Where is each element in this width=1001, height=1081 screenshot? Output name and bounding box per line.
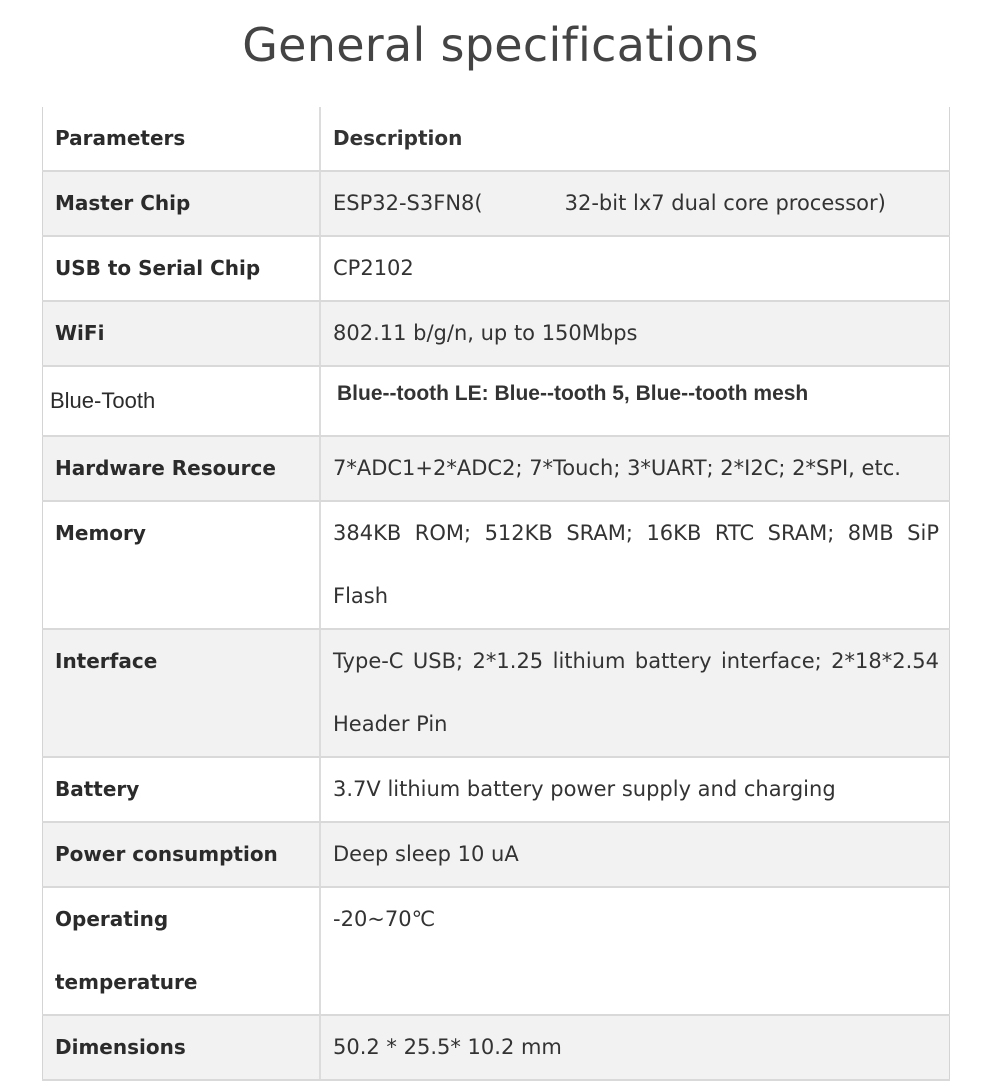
header-description: Description (320, 107, 950, 171)
table-row (43, 629, 950, 757)
header-parameters: Parameters (43, 107, 321, 171)
desc-usb-serial-chip: CP2102 (320, 236, 950, 301)
desc-memory (320, 501, 950, 629)
table-row (43, 366, 950, 436)
desc-memory-text: 384KB ROM; 512KB SRAM; 16KB RTC SRAM; 8MB SiP Flash (333, 521, 939, 608)
param-hardware-resource: Hardware Resource (43, 436, 321, 501)
table-row (43, 757, 950, 822)
desc-bluetooth: Blue--tooth LE: Blue--tooth 5, Blue--tooth mesh (320, 366, 950, 436)
table-row (43, 301, 950, 366)
param-memory: Memory (43, 501, 321, 629)
param-master-chip: Master Chip (43, 171, 321, 236)
table-row (43, 501, 950, 629)
table-row (43, 171, 950, 236)
desc-interface (320, 629, 950, 757)
param-operating-temperature: Operating temperature (43, 887, 321, 1015)
specifications-table (42, 107, 950, 1081)
table-row (43, 887, 950, 1015)
table-header-row (43, 107, 950, 171)
desc-interface-text: Type-C USB; 2*1.25 lithium battery interface; 2*18*2.54 Header Pin (333, 649, 939, 736)
desc-dimensions: 50.2 * 25.5* 10.2 mm (320, 1015, 950, 1080)
desc-master-chip-processor: 32-bit lx7 dual core processor) (564, 191, 886, 215)
desc-hardware-resource: 7*ADC1+2*ADC2; 7*Touch; 3*UART; 2*I2C; 2*SPI, etc. (320, 436, 950, 501)
table-row (43, 1015, 950, 1080)
table-row (43, 236, 950, 301)
desc-power-consumption: Deep sleep 10 uA (320, 822, 950, 887)
desc-operating-temperature: -20~70℃ (320, 887, 950, 1015)
table-row (43, 822, 950, 887)
table-row (43, 436, 950, 501)
param-usb-serial-chip: USB to Serial Chip (43, 236, 321, 301)
param-interface: Interface (43, 629, 321, 757)
desc-master-chip-model: ESP32-S3FN8( (333, 191, 483, 215)
desc-battery: 3.7V lithium battery power supply and charging (320, 757, 950, 822)
param-dimensions: Dimensions (43, 1015, 321, 1080)
param-wifi: WiFi (43, 301, 321, 366)
param-power-consumption: Power consumption (43, 822, 321, 887)
desc-master-chip (320, 171, 950, 236)
param-bluetooth: Blue-Tooth (43, 366, 321, 436)
page-title: General specifications (242, 18, 759, 72)
desc-wifi: 802.11 b/g/n, up to 150Mbps (320, 301, 950, 366)
param-battery: Battery (43, 757, 321, 822)
